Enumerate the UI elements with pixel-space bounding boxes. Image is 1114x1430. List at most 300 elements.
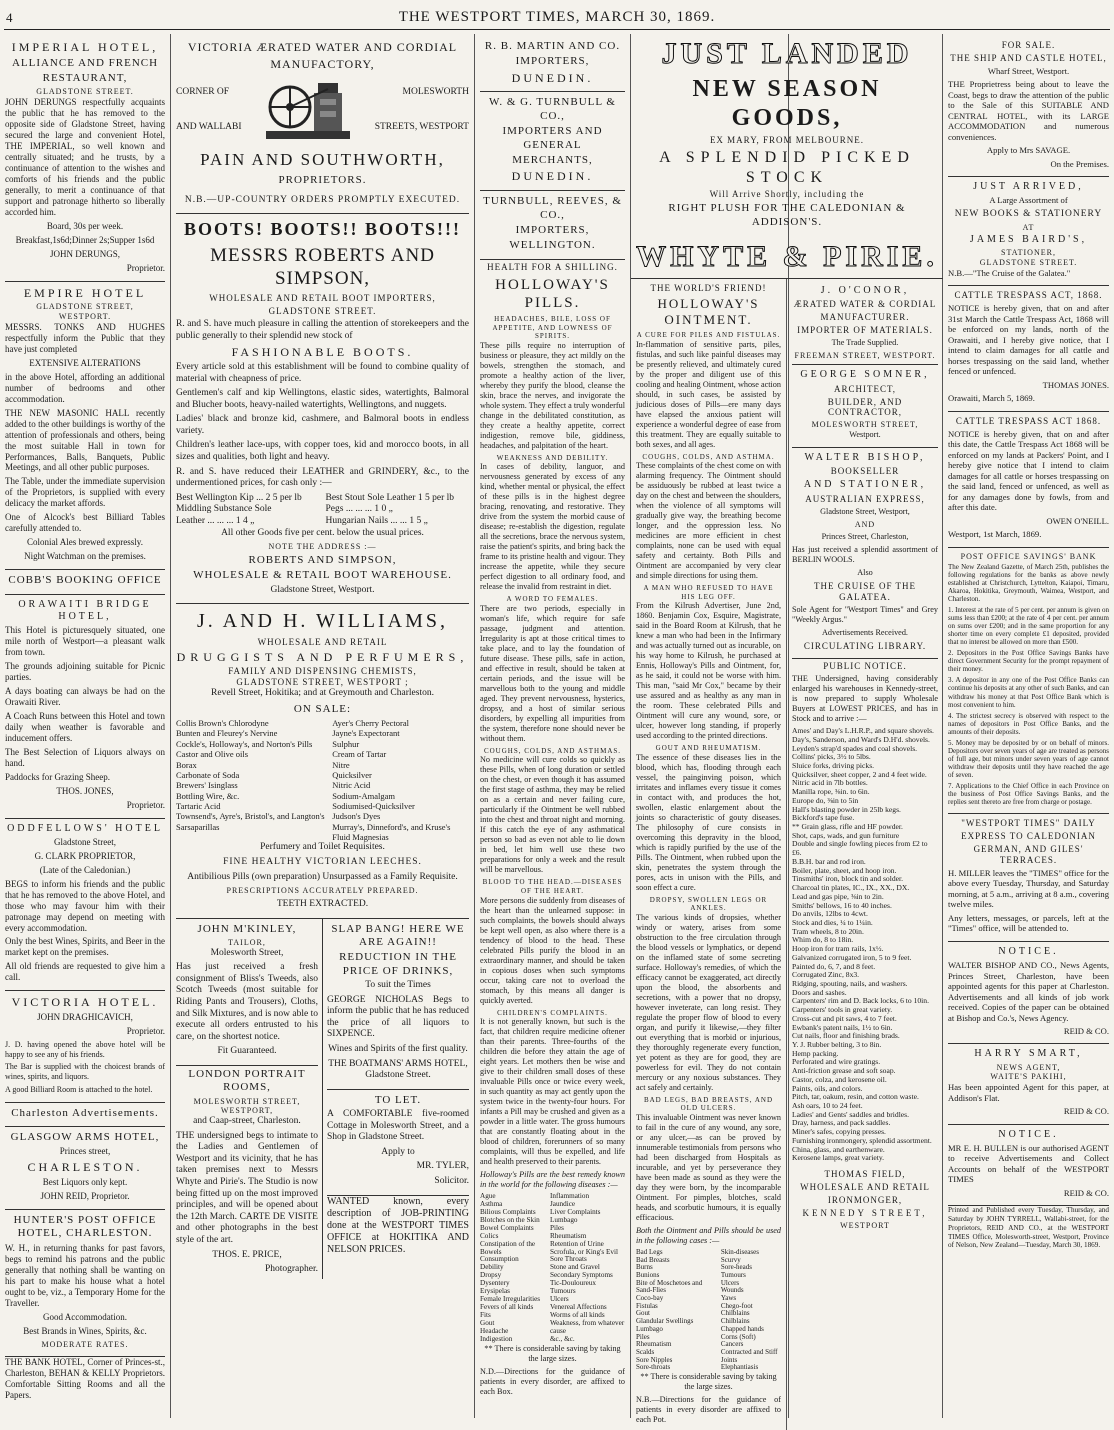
ad-heading: CATTLE TRESPASS ACT, 1868. (954, 290, 1103, 301)
list-item: Bunten and Fleurey's Nervine (176, 728, 278, 739)
stock-item: Whim do, 8 to 18in. (792, 935, 854, 945)
list-item: Jayne's Expectorant (332, 728, 400, 739)
stock-item: Pitch, tar, oakum, resin, and cotton waste. (792, 1092, 919, 1102)
ad-line: NOTE THE ADDRESS :— (268, 542, 377, 552)
list-item: Jaundice (549, 1199, 576, 1208)
ad-body: 1. Interest at the rate of 5 per cent. per annum is given on sums less than £200; at the rate of 4 per cent. per annum on sums over £200; and in the same proportion for any shorter time on every complete £1 deposited, provided that no interest be allowed on more than £500. (948, 606, 1109, 647)
ad-subheading: EX MARY, FROM MELBOURNE. (709, 135, 865, 146)
ad-line: Also (857, 568, 873, 578)
disease-list (480, 1193, 625, 1344)
ad-subheading: NEW BOOKS & STATIONERY (954, 208, 1103, 219)
ad-body: BEGS to inform his friends and the public that he has removed to the above Hotel, and those who may favour him with their patronage may depend on meeting with every accommodation. (5, 878, 165, 933)
ad-signature: THOMAS FIELD, (824, 1169, 906, 1180)
ad-body: In-flammation of sensitive parts, piles, fistulas, and such like painful diseases may be presently relieved, and ultimately cured by the proper and diligent use of this cooling and healing Ointment, whose action should, in such cases, be assisted by judicious doses of Pills—ere many days have elapsed the anxious patient will experience a wonderful degree of ease from this treatment. They are equally suitable to both sexes, and all ages. (636, 339, 781, 449)
ad-body: More persons die suddenly from diseases of the heart than the unlearned suppose: in such complaints, the bowels should always be kept well open, as also where there is a tendency of blood to the head. These celebrated Pills purify the blood in an extraordinary manner, and should be taken in copious doses when such symptoms occur, taking care not to overload the stomach, by this means all danger is quickly averted. (480, 895, 625, 1005)
stock-item: Hemp packing. (792, 1048, 839, 1058)
ad-line: Best Brands in Wines, Spirits, &c. (23, 1325, 147, 1336)
ad-heading: J. AND H. WILLIAMS, (196, 610, 449, 633)
ad-line: Wharf Street, Westport. (987, 65, 1070, 76)
list-item: Brewers' Isinglass (176, 780, 238, 791)
ad-heading: W. & G. TURNBULL & CO., (489, 96, 616, 122)
ad-line: N.B.—UP-COUNTRY ORDERS PROMPTLY EXECUTED. (184, 195, 461, 206)
ad-subheading: BAD LEGS, BAD BREASTS, AND OLD ULCERS. (643, 1095, 774, 1113)
address-left (176, 87, 242, 134)
ad-subheading: HEADACHES, BILE, LOSS OF APPETITE, AND LOWNESS OF SPIRITS. (492, 315, 613, 341)
ad-line: and Caap-street, Charleston. (193, 1116, 301, 1127)
ad-subheading: KENNEDY STREET, (802, 1207, 928, 1218)
ad-cattle-trespass-2 (948, 412, 1109, 548)
ad-harry-smart (948, 1044, 1109, 1124)
ad-subheading: WEAKNESS AND DEBILITY. (496, 453, 609, 462)
page-number: 4 (6, 10, 13, 25)
ad-subheading: IMPORTERS, (515, 55, 590, 68)
ad-subheading: BUILDER, AND CONTRACTOR, (827, 396, 903, 418)
list-item: Corns (Soft) (720, 1332, 756, 1341)
ad-body: Every article sold at this establishment will be found to combine quality of material with cheapness of price. (176, 361, 469, 384)
ad-subheading: GLADSTONE STREET. (268, 306, 377, 317)
ad-line: Gladstone Street, Westport, (820, 506, 910, 516)
list-item: Colics (480, 1231, 499, 1240)
stock-item: Sluice forks, driving picks. (792, 761, 875, 770)
ad-subheading: A CURE FOR PILES AND FISTULAS. (636, 331, 781, 340)
list-item: Lumbago (636, 1324, 663, 1333)
ad-subheading: WAITE'S PAKIHI, (990, 1072, 1067, 1082)
ad-hunters-hotel (5, 1210, 165, 1357)
ad-body: One of Alcock's best Billiard Tables carefully attended to. (5, 512, 165, 534)
ad-body: Ladies' black and bronze kid, cashmere, and Balmoral boots in endless variety. (176, 414, 469, 436)
list-item: Cockle's, Holloway's, and Norton's Pills (176, 738, 313, 749)
ad-subheading: CHARLESTON. (27, 1160, 143, 1175)
list-item: Townsend's, Ayre's, Bristol's, and Langton's Sarsaparillas (176, 811, 325, 832)
ad-line: Princes Street, Charleston, (821, 532, 909, 542)
list-item: Rheumatism (636, 1340, 672, 1349)
ad-body: This invaluable Ointment was never known to fail in the cure of any wound, any sore, or any ulcer,—as can be proved by innumerable testimonials from persons who had been discharged from Hospitals as incurable, and yet by perseverance they have been made as sound as they were the day they were born, by the incomparable Ointment. For pimples, blotches, scald heads, and scorbutic humours, it is equally efficacious. (636, 1112, 781, 1222)
ad-heading: NOTICE. (998, 1128, 1059, 1140)
ad-heading: JOHN M'KINLEY, (197, 922, 297, 935)
imprint (948, 1206, 1109, 1250)
ad-subheading: EXPRESS TO CALEDONIAN (961, 831, 1096, 842)
stock-item: Ewbank's patent nails, 1½ to 6in. (792, 1022, 893, 1032)
list-item: Coco-bay (636, 1294, 664, 1303)
column-2 (171, 34, 474, 1418)
list-item: Bad Breasts (636, 1255, 670, 1264)
ad-subheading: A WORD TO FEMALES. (506, 595, 599, 604)
list-item: Liver Complaints (549, 1207, 601, 1216)
ad-subheading: IRONMONGER, (827, 1195, 903, 1205)
ad-subheading: GLADSTONE STREET, WESTPORT ; (236, 677, 409, 688)
list-item: Headache (480, 1326, 509, 1335)
stock-item: Tinsmiths' iron, block tin and solder. (792, 874, 903, 884)
ad-body: N.D.—Directions for the guidance of patients in every disorder, are affixed to each Box. (480, 1366, 625, 1396)
ad-body: In cases of debility, languor, and nervousness generated by excess of any kind, whether mental or physical, the effect of these pills is in the highest degree bracing, renovating, and restorative. They drive from the system the morbid cause of disease; re-establish the digestion, regulate all the secretions, brace the nervous system, raise the patient's spirits, and bring back the frame to its pristine health and vigour. They increase the appetite, while they secure perfect digestion to all ordinary food, and release the invalid from restraint in diet. (480, 462, 625, 592)
list-item: Retention of Urine (549, 1239, 604, 1248)
price-item: Best Stout Sole Leather 1 5 per lb (325, 492, 454, 503)
list-item: Debility (480, 1263, 504, 1272)
ad-heading: VICTORIA HOTEL. (11, 995, 159, 1010)
ad-heading: MESSRS ROBERTS AND SIMPSON, (210, 244, 435, 290)
ad-subheading: MOLESWORTH STREET, WESTPORT, (193, 1096, 301, 1116)
list-item: Dysentery (480, 1279, 510, 1288)
list-item: Secondary Symptoms (549, 1271, 613, 1280)
list-item: Chilblains (720, 1317, 750, 1326)
ad-line: Westport, 1st March, 1869. (948, 529, 1042, 540)
ad-heading: FOR SALE. (1001, 40, 1056, 50)
ad-body: The various kinds of dropsies, whether windy or watery, arises from some obstruction to the free circulation through the blood vessels or lymphatics, or depend on the inflamed state of some secreting surface. Holloway's remedies, of which the efficacy cannot be exaggerated, act directly upon the blood, the absorbents and secretions, with a power that no dropsy, however inveterate, can long resist. They regulate the proper flow of blood to every organ, and purify it likewise,—they filter out everything that is morbid or injurious, they thoroughly regenerate every function, yet potent as they are for good, they are powerless for evil. They do not contain mercury or any noxious substances. They act safely and certainly. (636, 912, 781, 1092)
ad-line: Advertisements Received. (822, 628, 908, 638)
col4-right (786, 279, 943, 1430)
ad-wanted (327, 1196, 469, 1257)
ad-portrait-rooms (176, 1068, 318, 1276)
ad-heading: J. O'CONOR, (820, 284, 910, 296)
ad-body: Only the best Wines, Spirits, and Beer in the market kept on the premises. (5, 936, 165, 958)
ad-subheading: IMPORTERS AND GENERAL (502, 125, 603, 151)
ad-subheading: ARCHITECT, (833, 383, 897, 394)
ad-heading: GEORGE SOMNER, (800, 369, 930, 381)
ad-body: Paddocks for Grazing Sheep. (5, 771, 110, 782)
ad-body: The grounds adjoining suitable for Picnic parties. (5, 660, 165, 682)
ad-heading: ODDFELLOWS' HOTEL (7, 822, 163, 834)
stock-item: Kerosene lamps, great variety. (792, 1153, 885, 1163)
ad-subheading: FASHIONABLE BOOTS. (231, 345, 414, 360)
ad-heading: TO LET. (374, 1093, 422, 1106)
list-item: Bottling Wire, &c. (176, 790, 240, 801)
ad-heading: EMPIRE HOTEL (23, 285, 147, 300)
ad-line: Board, 30s per week. (46, 220, 124, 231)
list-item: Scrofula, or King's Evil (549, 1247, 618, 1256)
ad-heading: PAIN AND SOUTHWORTH, (200, 150, 445, 170)
column-3 (475, 34, 630, 1418)
ad-signature: REID & CO. (1063, 1025, 1109, 1036)
list-item: Gout (480, 1318, 495, 1327)
list-item: Ulcers (720, 1278, 740, 1287)
list-item: Piles (636, 1332, 650, 1341)
ad-heading: BOOTS! BOOTS!! BOOTS!!! (183, 218, 462, 239)
ad-line: Colonial Ales brewed expressly. (27, 537, 143, 548)
ad-line: Good Accommodation. (43, 1311, 127, 1322)
list-item: &c., &c. (549, 1334, 575, 1343)
ad-heading: ORAWAITI BRIDGE HOTEL, (18, 598, 152, 622)
ad-martin (480, 36, 625, 92)
ad-holloways-pills (480, 262, 625, 1397)
list-item: Fevers of all kinds (480, 1302, 534, 1311)
ad-subheading: RESTAURANT, (42, 72, 128, 85)
list-item: Carbonate of Soda (176, 769, 240, 780)
stock-item: Y. J. Rubber belting, 3 to 8in. (792, 1040, 882, 1049)
ad-body: There are two periods, especially in woman's life, which require for safe passage, judgment and attention. Irregularity is apt at those critical times to take place, and to lay the foundation of future disease. These pills, safe in action, and effective in result, should be taken at certain periods, and the issue will be marvellous both to the young and middle aged. They prevent nervousness, hysterics, dropsy, and a host of similar serious disorders, by expelling all impurities from the system, therefore none should never be without them. (480, 603, 625, 743)
ad-heading: JUST LANDED (661, 37, 913, 70)
list-item: Weakness, from whatever cause (549, 1318, 625, 1335)
ad-subheading: CHILDREN'S COMPLAINTS. (497, 1008, 608, 1017)
ad-body: H. MILLER leaves the "TIMES" office for the above every Tuesday, Thursday, and Saturday morning, at 5 a.m., arriving at 8 a.m., covering twelve miles. (948, 867, 1109, 910)
list-item: Consumption (480, 1255, 519, 1264)
list-item: Borax (176, 759, 197, 770)
address-line: STREETS, WESTPORT (374, 122, 469, 133)
ad-line: N.B.—"The Cruise of the Galatea." (948, 267, 1071, 278)
ad-body: MESSRS. TONKS AND HUGHES respectfully inform the Public that they have just completed (5, 321, 165, 354)
product-list (176, 718, 469, 842)
split-left (176, 919, 323, 1279)
ad-line: STATIONER, (1001, 248, 1056, 258)
ad-just-landed (631, 34, 943, 279)
ad-just-arrived (948, 177, 1109, 286)
list-item: Nitre (332, 759, 350, 770)
ad-subheading: A MAN WHO REFUSED TO HAVE HIS LEG OFF. (643, 584, 774, 601)
price-item: Pegs ... ... ... 1 0 „ (325, 504, 393, 515)
ad-body: The essence of these diseases lies in the blood, which has, flooding through each vessel, the painginving poison, which irritates and inflames every tissue it comes in contact with, and produces the hot, swollen, elastic enlargement about the joints so characteristic of gouty diseases. The philosophy of cure consists in overcoming this depravity in the blood, which is rapidly purified by the use of the Pills. The Ointment, when rubbed upon the skin, penetrates the system through the pores, acts in unison with the Pills, and soon effect a cure. (636, 752, 781, 892)
list-item: Murray's, Dinneford's, and Kruse's Fluid Magnesias (332, 821, 451, 843)
price-item: Leather ... ... ... 1 4 „ (176, 515, 255, 526)
stock-item: Cut nails, floor and finishing brads. (792, 1031, 900, 1041)
ad-line: Princes street, (59, 1146, 111, 1157)
list-item: Chego-foot (720, 1301, 753, 1310)
list-item: Bite of Moschetoes and Sand-Flies (636, 1278, 703, 1295)
ad-address: WESTPORT (840, 1220, 890, 1230)
ad-subheading: THE CRUISE OF THE GALATEA. (813, 581, 917, 603)
stock-item: Charcoal tin plates, IC., IX., XX., DX. (792, 883, 910, 893)
ad-body: 4. The strictest secrecy is observed with respect to the names of depositors in Post Office Banks, and the amounts of their deposits. (948, 711, 1109, 736)
stock-item: Paints, oils, and colors. (792, 1083, 863, 1093)
ad-body: 2. Depositors in the Post Office Savings Banks have direct Government Security for the prompt repayment of their money. (948, 649, 1109, 674)
ad-reeves (480, 191, 625, 260)
list-item: Chapped hands (720, 1324, 764, 1333)
ad-body: The New Zealand Gazette, of March 25th, publishes the following regulations for the banks as above newly established at Christchurch, Lyttelton, Kaiapoi, Timaru, Akaroa, Hokitika, Greymouth, Waimea, Westport, and Charleston. (948, 562, 1109, 603)
ad-subheading: JAMES BAIRD'S, (969, 234, 1088, 246)
ad-body: Both the Ointment and Pills should be used in the following cases :— (636, 1225, 781, 1245)
ad-subheading: ON SALE: (293, 702, 352, 715)
list-item: Sore Throats (549, 1255, 587, 1264)
ad-heading: HEALTH FOR A SHILLING. (487, 261, 618, 272)
ad-subheading: COUGHS, COLDS, AND ASTHMAS. (483, 746, 622, 755)
stock-item: Nitric acid in 7lb bottles. (792, 778, 868, 788)
ad-body: Has been appointed Agent for this paper, at Addison's Flat. (948, 1082, 1109, 1103)
ad-role: Proprietor. (126, 799, 165, 810)
ad-subheading: WHOLESALE & RETAIL BOOT WAREHOUSE. (193, 569, 452, 582)
list-item: Tartaric Acid (176, 801, 221, 811)
list-item: Sulphur (332, 738, 360, 749)
list-item: Ulcers (549, 1295, 569, 1304)
list-item: Inflammation (549, 1192, 590, 1201)
list-item: Sore-heads (720, 1263, 752, 1272)
list-item: Piles (549, 1223, 564, 1232)
ad-subheading: BLOOD TO THE HEAD.—DISEASES OF THE HEART. (482, 878, 623, 895)
ad-subheading: PROPRIETORS. (278, 173, 367, 186)
ad-body: A days boating can always be had on the Orawaiti River. (5, 685, 165, 707)
ad-subheading: AND STATIONER, (803, 479, 927, 491)
ad-mkinley-tailor (176, 919, 318, 1066)
ad-line: Antibilious Pills (own preparation) Unsurpassed as a Family Requisite. (187, 871, 458, 882)
ad-signature: THOS. E. PRICE, (212, 1249, 282, 1260)
ad-body: WANTED known, every description of JOB-PRINTING done at the WESTPORT TIMES OFFICE at HOKITIKA AND NELSON PRICES. (327, 1195, 469, 1256)
stock-item: Furnishing ironmongery, splendid assortment. (792, 1135, 932, 1145)
stock-item: Quicksilver, sheet copper, 2 and 4 feet wide. (792, 769, 927, 779)
list-item: Tic-Douloureux (549, 1279, 597, 1288)
list-item: Collis Brown's Chlorodyne (176, 718, 269, 729)
ad-body: This Hotel is picturesquely situated, one mile north of Westport—a pleasant walk from town. (5, 625, 165, 657)
column-1 (0, 34, 170, 1418)
stock-item: Anti-friction grease and soft soap. (792, 1066, 896, 1076)
ad-signature: JOHN DERUNGS, (49, 248, 120, 259)
ad-subheading: DROPSY, SWOLLEN LEGS OR ANKLES. (649, 895, 768, 913)
ad-address: GLADSTONE STREET. (979, 258, 1078, 268)
ad-victoria-aerated-water (176, 36, 469, 214)
ad-heading: WALTER BISHOP, (804, 452, 926, 464)
list-item: Gout (636, 1309, 650, 1318)
list-item: Wounds (720, 1286, 744, 1295)
stock-item: Dray, harness, and pack saddles. (792, 1118, 891, 1128)
ad-walter-bishop (792, 448, 938, 659)
ad-body: Holloway's Pills are the best remedy known in the world for the following diseases :— (480, 1170, 625, 1190)
stock-item: Stock and dies, ¼ to 1¼in. (792, 917, 873, 927)
ad-heading: HOLLOWAY'S PILLS. (495, 276, 610, 311)
ad-body: The Table, under the immediate supervision of the Proprietors, is supplied with every delicacy the market affords. (5, 476, 165, 509)
masthead-rule (4, 29, 1110, 30)
address-right (375, 87, 469, 134)
stock-item: Bickford's tape fuse. (792, 813, 855, 823)
ad-signature: THOMAS JONES. (1042, 379, 1109, 390)
stock-item: Miner's safes, copying presses. (792, 1127, 886, 1137)
ad-to-let (327, 1090, 469, 1196)
list-item: Scalds (636, 1347, 655, 1356)
ad-subheading: BOOKSELLER (830, 466, 900, 477)
stock-item: Corrugated Zinc, 8x3. (792, 970, 860, 980)
ad-address: FREEMAN STREET, WESTPORT. (794, 350, 936, 360)
list-item: Castor and Olive oils (176, 749, 249, 760)
ad-body: 5. Money may be deposited by or on behalf of minors. Depositors over seven years of age are treated as persons of full age, but minors under seven years of age cannot withdraw their deposits until they have reached the age of seven. (948, 738, 1109, 779)
ad-body: N.B.—Directions for the guidance of patients in every disorder are affixed to each Pot. (636, 1394, 781, 1424)
ad-line: Gladstone Street, (54, 836, 116, 847)
list-item: Sore Nipples (636, 1355, 673, 1364)
ad-body: NOTICE is hereby given, that on and after 31st March the Cattle Trespass Act, 1868 will be enforced on my lands, north of the Orawaiti, and I hereby give notice, that I intend to claim damages for all cattle and horses trespassing on the said land, whether fenced or unfenced. (948, 303, 1109, 377)
stock-item: Perforated and wire gratings. (792, 1057, 881, 1067)
ad-line: Revell Street, Hokitika; and at Greymouth and Charleston. (211, 688, 434, 699)
ad-subheading: COUGHS, COLDS, AND ASTHMA. (642, 452, 775, 461)
list-item: Constipation of the Bowels (480, 1239, 536, 1256)
ad-daily-express (948, 814, 1109, 942)
list-item: Venereal Affections (549, 1302, 607, 1311)
ad-address: GLADSTONE STREET, (36, 302, 134, 312)
ad-line: FINE HEALTHY VICTORIAN LEECHES. (223, 857, 422, 868)
ad-victoria-hotel (5, 991, 165, 1102)
ad-body: W. H., in returning thanks for past favors, begs to remind his patrons and the public generally that nothing shall be wanting on his part to make his house what a hotel ought to be, viz., a Temporary Home for the Traveller. (5, 1242, 165, 1308)
ad-body: GEORGE NICHOLAS Begs to inform the public that he has reduced the price of all liquors to SIXPENCE. (327, 994, 469, 1040)
ad-body: MR E. H. BULLEN is our authorised AGENT to receive Advertisements and Collect Accounts on behalf of the WESTPORT TIMES (948, 1142, 1109, 1185)
section-heading: Charleston Advertisements. (11, 1106, 159, 1119)
list-item: Lumbago (549, 1215, 578, 1224)
ad-body: in the above Hotel, affording an additional number of bedrooms and other accommodation. (5, 371, 165, 404)
ad-subheading: ROBERTS AND SIMPSON, (248, 553, 397, 566)
ad-subheading: MERCHANTS, (512, 154, 593, 167)
ad-subheading: GOUT AND RHEUMATISM. (655, 744, 762, 753)
ad-subheading: WELLINGTON. (509, 239, 596, 252)
stock-item: Double and single fowling pieces from £2 to £6. (792, 839, 928, 858)
address-line: MOLESWORTH (402, 86, 469, 97)
list-item: Fistulas (636, 1301, 658, 1310)
ad-body: THE undersigned begs to intimate to the Ladies and Gentlemen of Westport and its vicinity, that he has taken premises next to Messrs Whyte and Pirie's. The Studio is now being fitted up on the most improved principles, and will be opened about the 12th March. CARTE DE VISITE and other photographs in the best style of the art. (176, 1130, 318, 1245)
ad-body: A Coach Runs between this Hotel and town daily when weather is favorable and inducement offers. (5, 710, 165, 743)
ad-heading: CATTLE TRESPASS ACT 1868. (955, 415, 1102, 426)
ad-oddfellows-hotel (5, 819, 165, 992)
ad-body: JOHN DERUNGS respectfully acquaints the public that he has removed to the opposite side of Gladstone Street, having secured the large and convenient Hotel, THE IMPERIAL, so well known and centrally situated; and he trusts, by a continuance of attention to the wishes and comforts of his friends and the public generally, to merit a continuance of that support and patronage hitherto so liberally accorded him. (5, 97, 165, 217)
stock-item: Day's, Sanderson, and Ward's D.H'd. shovels. (792, 734, 930, 744)
ad-heading: HOLLOWAY'S OINTMENT. (657, 296, 760, 328)
stock-item: Hall's blasting powder in 25lb kegs. (792, 804, 901, 814)
ad-body: It is not generally known, but such is the fact, that children require medicine oftener than their parents. Three-fourths of the children die before they attain the age of eight years. Let mothers then be wise and give to their children small doses of these invaluable Pills once or twice every week, in such quantity as may act gently upon the system twice in the twenty-four hours. For infants a Pill may be crushed and given as a powder in a little water. The gross humours that are constantly floating about in the blood of children, forerunners of so many complaints, will thus be expelled, and life and health preserved to their parents. (480, 1017, 625, 1167)
list-item: Ayer's Cherry Pectoral (332, 718, 409, 729)
stock-item: Doors and sashes. (792, 987, 847, 997)
list-item: Skin-diseases (720, 1247, 759, 1256)
ad-heading: COBB'S BOOKING OFFICE (8, 574, 162, 587)
ad-heading: POST OFFICE SAVINGS' BANK (960, 551, 1097, 561)
ad-heading: NEW SEASON GOODS, (692, 75, 882, 131)
ad-body: THE BANK HOTEL, Corner of Princes-st., Charleston, BEHAN & KELLY Proprietors. Comfortable Sitting Rooms and all the Papers. (5, 1357, 165, 1401)
stock-item: Europe do, ⅜in to 5in (792, 795, 859, 805)
list-item: Bunions (636, 1271, 660, 1280)
ad-oconor (792, 281, 938, 366)
list-item: Contracted and Stiff Joints (720, 1347, 778, 1364)
ad-subheading: WHOLESALE AND RETAIL (800, 1182, 930, 1193)
ad-subheading: AUSTRALIAN EXPRESS, (805, 493, 925, 504)
list-item: Sodiumised-Quicksilver (332, 801, 415, 811)
ad-role: Photographer. (264, 1264, 318, 1275)
stock-item: Carpenters' tools in great variety. (792, 1005, 893, 1015)
ad-heading: LONDON PORTRAIT ROOMS, (188, 1067, 306, 1094)
stock-list (792, 727, 938, 1163)
ailment-list (636, 1249, 781, 1372)
newspaper-title: THE WESTPORT TIMES, MARCH 30, 1869. (398, 9, 716, 25)
ad-imperial-hotel (5, 36, 165, 282)
ad-line: ** There is considerable saving by taking the large sizes. (484, 1343, 621, 1363)
ad-line: Perfumery and Toilet Requisites. (260, 842, 385, 853)
ad-heading: TURNBULL, REEVES, & CO., (483, 195, 622, 221)
ad-turnbull (480, 92, 625, 191)
list-item: Quicksilver (332, 769, 372, 780)
ad-subheading: CIRCULATING LIBRARY. (803, 641, 927, 652)
stock-item: Lead and gas pipe, ⅜in to 2in. (792, 891, 884, 901)
ad-subheading: REDUCTION IN THE PRICE OF DRINKS, (339, 951, 457, 977)
ad-subheading: DRUGGISTS AND PERFUMERS, (176, 649, 469, 664)
stock-item: Hoop iron for tram rails, 1x½. (792, 944, 884, 954)
ad-line: All other Goods five per cent. below the usual prices. (221, 527, 424, 538)
col4-split (631, 279, 943, 1430)
list-item: Rheumatism (549, 1231, 587, 1240)
list-item: Blotches on the Skin (480, 1215, 540, 1224)
ad-body: NOTICE is hereby given, that on and after this date, the Cattle Trespass Act 1868 will be enforced on my lands at Packers' Point, and I hereby give notice that I intend to claim damages for all cattle or horses trespassing on the said land, fenced or unfenced, as well as for any damages done by fowls, from and after this date. (948, 428, 1109, 513)
list-item: Tumours (720, 1271, 746, 1280)
ad-boots (176, 214, 469, 604)
imprint-text: Printed and Published every Tuesday, Thursday, and Saturday by JOHN TYRRELL, Wallabi-street, for the Proprietors, REID AND CO., at the WESTPORT TIMES Office, Molesworth-street, Westport, Province of Nelson, New Zealand—Tuesday, March 30, 1869. (948, 1206, 1109, 1250)
ad-subheading: IMPORTERS, (515, 223, 590, 236)
ad-body: THE Proprietress being about to leave the Coast, begs to draw the attention of the public to the Sale of this SUITABLE AND CENTRAL HOTEL, with its LARGE ACCOMMODATION and numerous conveniences. (948, 79, 1109, 142)
ad-line: Molesworth Street, (210, 947, 284, 958)
ad-line: AT (1022, 222, 1035, 232)
split-right (323, 919, 469, 1279)
ad-line: Apply to Mrs SAVAGE. (986, 145, 1071, 156)
ad-line: G. CLARK PROPRIETOR, (34, 850, 136, 861)
ad-body: THE NEW MASONIC HALL recently added to the other buildings is worthy of the attention of professionals and others, being the most suitable Hall in town for Performances, Balls, Banquets, Public Meetings, and all other public purposes. (5, 407, 165, 473)
ad-heading: IMPERIAL HOTEL, (11, 40, 159, 54)
ad-bank-hotel (5, 1357, 165, 1401)
column-6 (943, 34, 1114, 1418)
ad-subheading: MANUFACTURER. (820, 311, 910, 322)
stock-item: Cross-cut and pit saws, 4 to 7 feet. (792, 1013, 897, 1023)
ad-body: R. and S. have reduced their LEATHER and GRINDERY, &c., to the undermentioned prices, for cash only :— (176, 466, 469, 489)
ad-heading: SLAP BANG! HERE WE ARE AGAIN!! (331, 922, 465, 948)
ad-line: Apply to (381, 1146, 415, 1157)
ad-heading: GLASGOW ARMS HOTEL, (10, 1131, 160, 1144)
ad-heading: THE WORLD'S FRIEND! (650, 282, 767, 293)
ad-subheading: MANUFACTORY, (270, 56, 375, 71)
ad-cattle-trespass-1 (948, 286, 1109, 411)
